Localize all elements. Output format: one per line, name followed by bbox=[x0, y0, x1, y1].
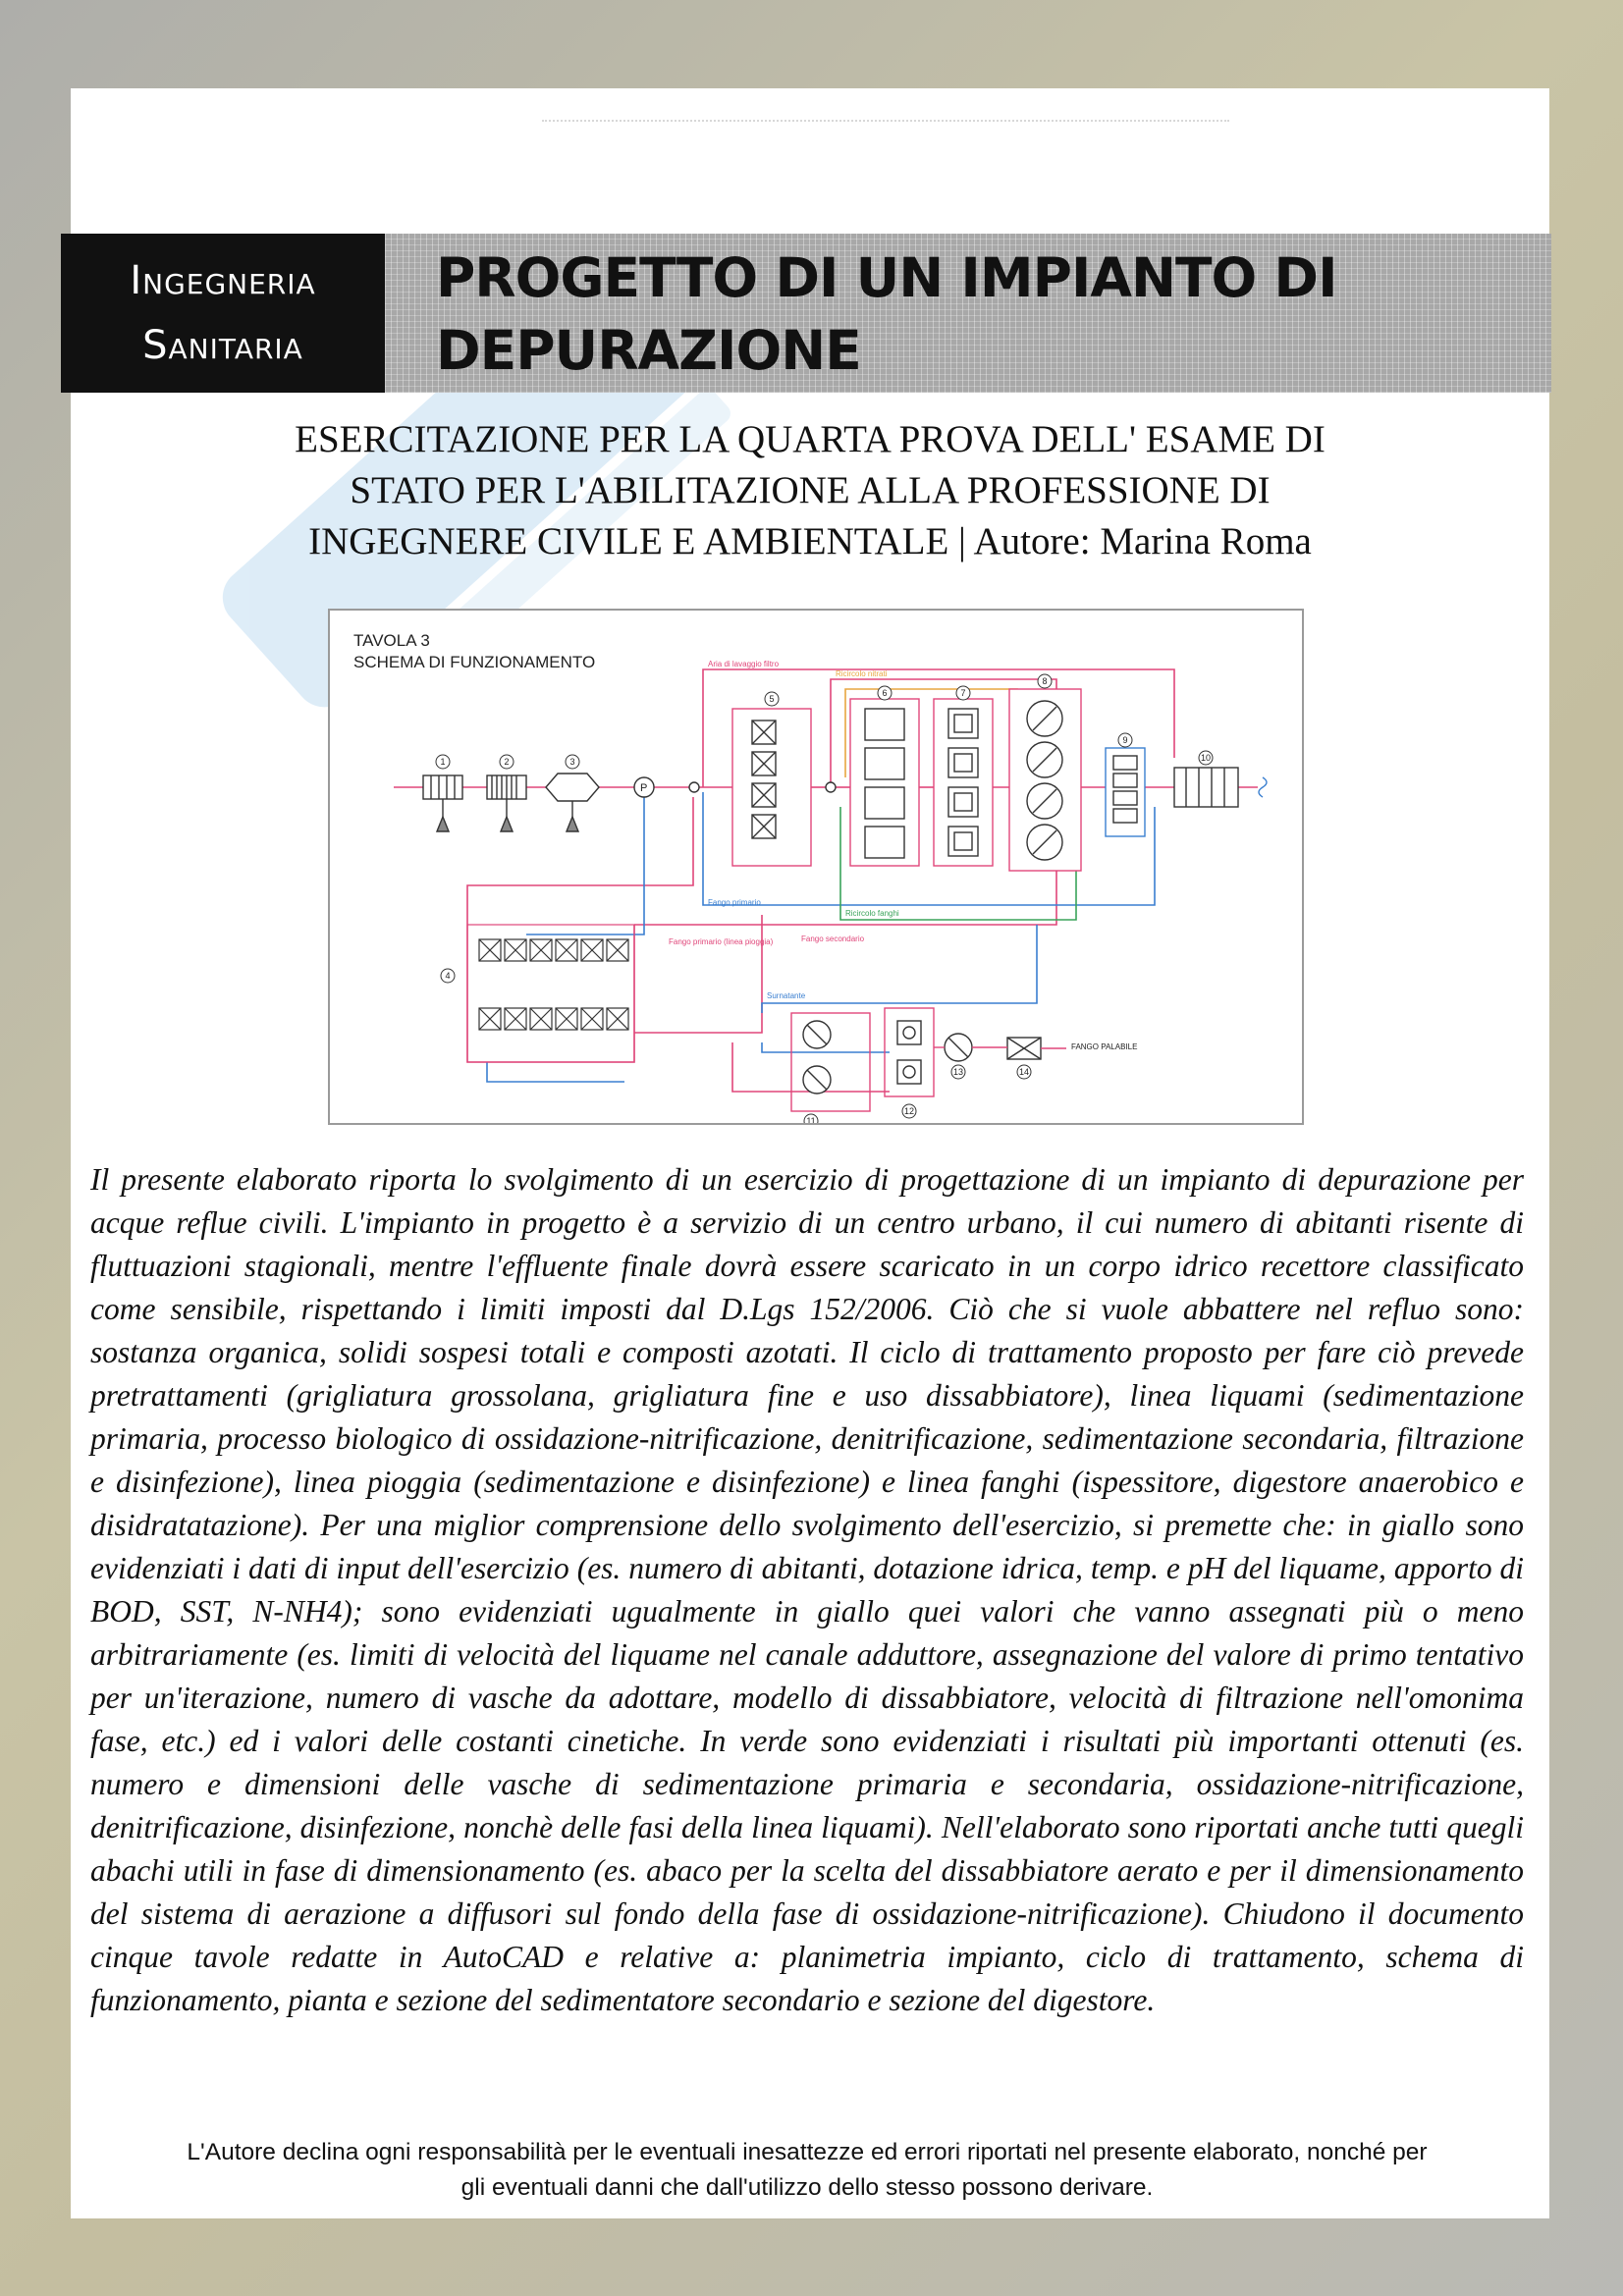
marker-3: 3 bbox=[569, 757, 575, 767]
sludge-line-units bbox=[791, 1008, 1066, 1111]
label-surnatante: Surnatante bbox=[767, 991, 806, 1000]
category-line-1: Ingegneria bbox=[130, 258, 316, 303]
marker-4: 4 bbox=[445, 971, 451, 981]
secondary-sedimentation-tanks bbox=[1009, 689, 1081, 871]
oxidation-tanks bbox=[934, 699, 993, 866]
marker-2: 2 bbox=[504, 757, 510, 767]
process-diagram-figure bbox=[328, 609, 1304, 1125]
label-aria-lavaggio: Aria di lavaggio filtro bbox=[708, 660, 780, 668]
label-fango-palabile: FANGO PALABILE bbox=[1071, 1042, 1138, 1051]
label-fango-primario: Fango primario bbox=[708, 898, 761, 907]
diagram-title: TAVOLA 3 bbox=[353, 631, 430, 650]
category-line-2: Sanitaria bbox=[142, 323, 303, 368]
abstract-paragraph: Il presente elaborato riporta lo svolgimento di un esercizio di progettazione di un impianto di depurazione per acque reflue civili. L'impianto in progetto è a servizio di un centro urbano, il cui numero di abitanti risente di fluttuazioni stagionali, mentre l'effluente finale dovrà essere scaricato in un corpo idrico recettore classificato come sensibile, rispettando i limiti imposti dal D.Lgs 152/2006. Ciò che si vuole abbattere nel refluo sono: sostanza organica, solidi sospesi totali e composti azotati. Il ciclo di trattamento proposto per fare ciò prevede pretrattamenti (grigliatura grossolana, grigliatura fine e uso dissabbiatore), linea liquami (sedimentazione primaria, processo biologico di ossidazione-nitrificazione, denitrificazione, sedimentazione secondaria, filtrazione e disinfezione), linea pioggia (sedimentazione e disinfezione) e linea fanghi (ispessitore, digestore anaerobico e disidratatazione). Per una miglior comprensione dello svolgimento dell'esercizio, si premette che: in giallo sono evidenziati i dati di input dell'esercizio (es. numero di abitanti, dotazione idrica, temp. e pH del liquame, apporto di BOD, SST, N-NH4); sono evidenziati ugualmente in giallo quei valori che vanno assegnati più o meno arbitrariamente (es. limiti di velocità del liquame nel canale adduttore, assegnazione del valore di primo tentativo per un'iterazione, numero di vasche da adottare, modello di dissabbiatore, velocità di filtrazione nell'omonima fase, etc.) ed i valori delle costanti cinetiche. In verde sono evidenziati i risultati più importanti ottenuti (es. numero e dimensioni delle vasche di sedimentazione primaria e secondaria, ossidazione-nitrificazione, denitrificazione, disinfezione, nonchè delle fasi della linea liquami). Nell'elaborato sono riportati anche tutti quegli abachi utili in fase di dimensionamento (es. abaco per la scelta del dissabbiatore aerato e per il dimensionamento del sistema di aerazione a diffusori sul fondo della fase di ossidazione-nitrificazione). Chiudono il documento cinque tavole redatte in AutoCAD e relative a: planimetria impianto, ciclo di trattamento, schema di funzionamento, pianta e sezione del sedimentatore secondario e sezione del digestore. bbox=[90, 1162, 1524, 2017]
marker-11: 11 bbox=[806, 1116, 816, 1123]
disclaimer-line-2: gli eventuali danni che dall'utilizzo dello stesso possono derivare. bbox=[460, 2174, 1154, 2201]
marker-6: 6 bbox=[882, 688, 888, 698]
marker-14: 14 bbox=[1018, 1067, 1030, 1077]
disclaimer bbox=[90, 2135, 1524, 2206]
subtitle-line-3: INGEGNERE CIVILE E AMBIENTALE | Autore: Marina Roma bbox=[308, 520, 1312, 562]
marker-7: 7 bbox=[960, 688, 966, 698]
label-ricircolo-nitrati: Ricircolo nitrati bbox=[836, 669, 888, 678]
title-banner bbox=[61, 234, 1551, 393]
category-label bbox=[61, 234, 385, 393]
marker-10: 10 bbox=[1200, 753, 1212, 763]
unit-number-markers bbox=[436, 674, 1213, 1123]
title-line-2: DEPURAZIONE bbox=[436, 319, 861, 382]
subtitle-line-1: ESERCITAZIONE PER LA QUARTA PROVA DELL' ESAME DI bbox=[295, 418, 1325, 460]
marker-9: 9 bbox=[1122, 735, 1128, 745]
marker-5: 5 bbox=[769, 694, 775, 704]
marker-1: 1 bbox=[440, 757, 446, 767]
denitrification-tanks bbox=[850, 699, 919, 866]
process-diagram bbox=[330, 611, 1302, 1123]
label-ricircolo-fanghi: Ricircolo fanghi bbox=[845, 909, 899, 918]
marker-13: 13 bbox=[952, 1067, 964, 1077]
diagram-subtitle: SCHEMA DI FUNZIONAMENTO bbox=[353, 653, 596, 671]
subtitle-line-2: STATO PER L'ABILITAZIONE ALLA PROFESSIONE DI bbox=[350, 469, 1271, 511]
document-page bbox=[71, 88, 1549, 2218]
filtration-disinfection-units bbox=[1106, 748, 1267, 836]
page-title bbox=[436, 241, 1337, 387]
primary-sedimentation-tanks bbox=[732, 709, 811, 866]
label-fango-pioggia: Fango primario (linea pioggia) bbox=[669, 937, 774, 946]
pump-label: P bbox=[640, 782, 648, 794]
document-subtitle bbox=[130, 414, 1490, 567]
disclaimer-line-1: L'Autore declina ogni responsabilità per le eventuali inesattezze ed errori riportati nel presente elaborato, nonché per bbox=[187, 2139, 1428, 2165]
title-block bbox=[385, 234, 1551, 393]
faint-header-line bbox=[542, 120, 1229, 130]
title-line-1: PROGETTO DI UN IMPIANTO DI bbox=[436, 246, 1337, 309]
label-fango-secondario: Fango secondario bbox=[801, 934, 865, 943]
marker-12: 12 bbox=[903, 1106, 915, 1116]
marker-8: 8 bbox=[1042, 676, 1048, 686]
rain-line-sedimentation-tanks bbox=[467, 925, 634, 1062]
